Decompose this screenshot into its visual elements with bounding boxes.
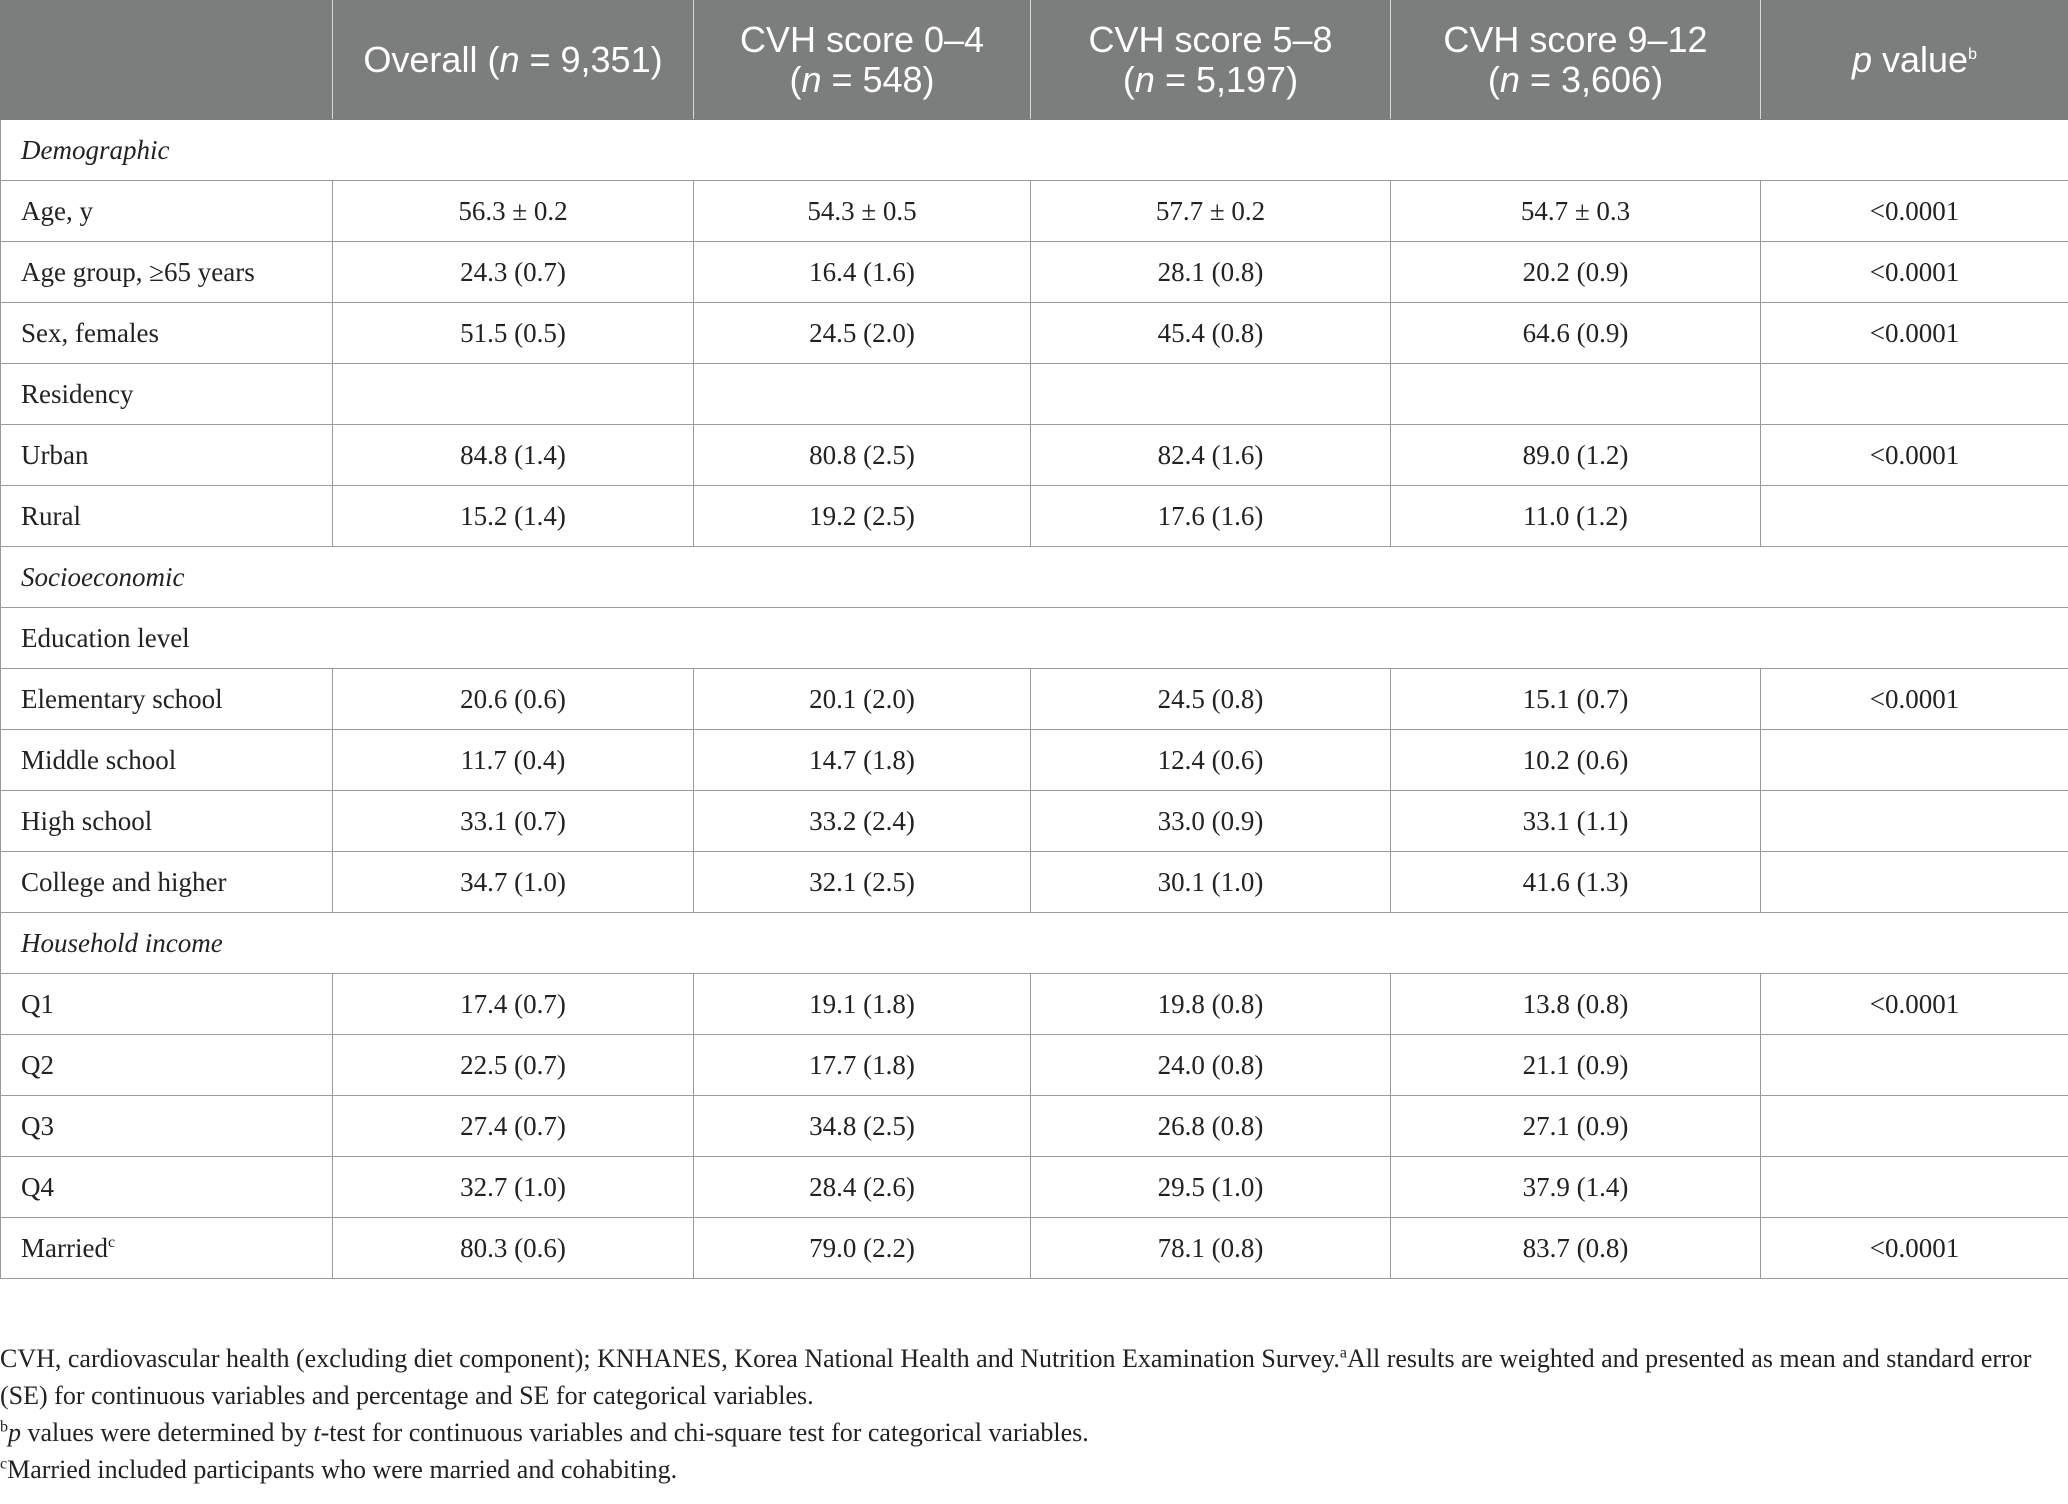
cell-overall: 27.4 (0.7) — [333, 1096, 694, 1157]
cell-cvh-5-8: 78.1 (0.8) — [1031, 1218, 1391, 1279]
header-overall: Overall (n = 9,351) — [333, 1, 694, 120]
footnote-a: CVH, cardiovascular health (excluding diet component); KNHANES, Korea National Health and Nutrition Examination Survey.$^a$All results are weighted and presented as mean and standard error (SE) for continuous variables and percentage and SE for categorical variables. — [0, 1344, 2032, 1410]
cell-cvh-0-4: 19.2 (2.5) — [694, 486, 1031, 547]
cell-cvh-0-4: 33.2 (2.4) — [694, 791, 1031, 852]
cell-cvh-5-8: 28.1 (0.8) — [1031, 242, 1391, 303]
table-row — [1, 974, 2068, 1035]
table-footnotes — [0, 1340, 2060, 1488]
footnote-c: $^c$Married included participants who were married and cohabiting. — [0, 1455, 678, 1484]
cell-cvh-0-4 — [694, 364, 1031, 425]
table-row — [1, 425, 2068, 486]
cell-p-value: <0.0001 — [1761, 242, 2068, 303]
cell-cvh-9-12 — [1391, 364, 1761, 425]
cell-overall — [333, 364, 694, 425]
cell-cvh-0-4: 28.4 (2.6) — [694, 1157, 1031, 1218]
cell-cvh-5-8: 24.0 (0.8) — [1031, 1035, 1391, 1096]
cell-cvh-5-8: 24.5 (0.8) — [1031, 669, 1391, 730]
row-label: Q4 — [1, 1157, 333, 1218]
cell-overall: 51.5 (0.5) — [333, 303, 694, 364]
table-row — [1, 1157, 2068, 1218]
row-label: Age, y — [1, 181, 333, 242]
header-cvh-0-4: CVH score 0–4 (n = 548) — [694, 1, 1031, 120]
subsection-row-education — [1, 608, 2068, 669]
cell-cvh-5-8: 45.4 (0.8) — [1031, 303, 1391, 364]
cell-p-value: <0.0001 — [1761, 181, 2068, 242]
section-label: Household income — [1, 913, 2068, 974]
header-variable — [1, 1, 333, 120]
table-row — [1, 486, 2068, 547]
table-row — [1, 1035, 2068, 1096]
cell-p-value — [1761, 1035, 2068, 1096]
table-row — [1, 791, 2068, 852]
cell-cvh-0-4: 34.8 (2.5) — [694, 1096, 1031, 1157]
cell-cvh-5-8 — [1031, 364, 1391, 425]
cell-cvh-5-8: 12.4 (0.6) — [1031, 730, 1391, 791]
cell-p-value: <0.0001 — [1761, 669, 2068, 730]
row-label: Residency — [1, 364, 333, 425]
cell-cvh-0-4: 16.4 (1.6) — [694, 242, 1031, 303]
cell-overall: 11.7 (0.4) — [333, 730, 694, 791]
cell-overall: 56.3 ± 0.2 — [333, 181, 694, 242]
cell-cvh-5-8: 19.8 (0.8) — [1031, 974, 1391, 1035]
footnote-b: $^b$p values were determined by t-test for continuous variables and chi-square test for categorical variables. — [0, 1418, 1089, 1447]
section-label: Demographic — [1, 120, 2068, 181]
cell-cvh-0-4: 20.1 (2.0) — [694, 669, 1031, 730]
cell-cvh-9-12: 20.2 (0.9) — [1391, 242, 1761, 303]
table-row — [1, 303, 2068, 364]
cell-cvh-0-4: 14.7 (1.8) — [694, 730, 1031, 791]
cell-cvh-9-12: 33.1 (1.1) — [1391, 791, 1761, 852]
cell-cvh-5-8: 17.6 (1.6) — [1031, 486, 1391, 547]
cell-overall: 17.4 (0.7) — [333, 974, 694, 1035]
cell-cvh-0-4: 54.3 ± 0.5 — [694, 181, 1031, 242]
cell-overall: 34.7 (1.0) — [333, 852, 694, 913]
cell-cvh-9-12: 83.7 (0.8) — [1391, 1218, 1761, 1279]
row-label: Education level — [1, 608, 2068, 669]
cell-p-value — [1761, 1157, 2068, 1218]
cell-cvh-5-8: 29.5 (1.0) — [1031, 1157, 1391, 1218]
cell-cvh-0-4: 17.7 (1.8) — [694, 1035, 1031, 1096]
table-row — [1, 1096, 2068, 1157]
cell-p-value — [1761, 486, 2068, 547]
table-row — [1, 181, 2068, 242]
row-label: High school — [1, 791, 333, 852]
row-label: Sex, females — [1, 303, 333, 364]
row-label: Q3 — [1, 1096, 333, 1157]
cell-overall: 20.6 (0.6) — [333, 669, 694, 730]
cell-overall: 32.7 (1.0) — [333, 1157, 694, 1218]
cell-overall: 24.3 (0.7) — [333, 242, 694, 303]
header-cvh-5-8: CVH score 5–8 (n = 5,197) — [1031, 1, 1391, 120]
cell-p-value — [1761, 852, 2068, 913]
cell-p-value: <0.0001 — [1761, 1218, 2068, 1279]
row-label: Married$^c$ — [1, 1218, 333, 1279]
table-row — [1, 669, 2068, 730]
cell-overall: 15.2 (1.4) — [333, 486, 694, 547]
row-label: Rural — [1, 486, 333, 547]
cell-cvh-9-12: 89.0 (1.2) — [1391, 425, 1761, 486]
cell-p-value — [1761, 730, 2068, 791]
table-row — [1, 364, 2068, 425]
cell-cvh-9-12: 41.6 (1.3) — [1391, 852, 1761, 913]
header-row — [1, 1, 2068, 120]
cell-cvh-5-8: 30.1 (1.0) — [1031, 852, 1391, 913]
row-label: Middle school — [1, 730, 333, 791]
section-row-household-income — [1, 913, 2068, 974]
cell-cvh-5-8: 33.0 (0.9) — [1031, 791, 1391, 852]
cell-overall: 33.1 (0.7) — [333, 791, 694, 852]
cell-cvh-9-12: 37.9 (1.4) — [1391, 1157, 1761, 1218]
header-p-value: p value$^b$ — [1761, 1, 2068, 120]
cell-cvh-9-12: 10.2 (0.6) — [1391, 730, 1761, 791]
cell-cvh-5-8: 57.7 ± 0.2 — [1031, 181, 1391, 242]
row-label: College and higher — [1, 852, 333, 913]
cell-p-value: <0.0001 — [1761, 974, 2068, 1035]
cell-cvh-9-12: 13.8 (0.8) — [1391, 974, 1761, 1035]
row-label: Q2 — [1, 1035, 333, 1096]
table-row — [1, 242, 2068, 303]
cell-overall: 84.8 (1.4) — [333, 425, 694, 486]
row-label: Elementary school — [1, 669, 333, 730]
cell-cvh-9-12: 27.1 (0.9) — [1391, 1096, 1761, 1157]
table-row — [1, 1218, 2068, 1279]
footnote-marker: c — [107, 1233, 116, 1251]
cell-p-value — [1761, 791, 2068, 852]
cell-cvh-0-4: 32.1 (2.5) — [694, 852, 1031, 913]
cell-cvh-5-8: 26.8 (0.8) — [1031, 1096, 1391, 1157]
row-label: Age group, ≥65 years — [1, 242, 333, 303]
cell-p-value — [1761, 1096, 2068, 1157]
row-label: Urban — [1, 425, 333, 486]
section-label: Socioeconomic — [1, 547, 2068, 608]
cell-cvh-0-4: 80.8 (2.5) — [694, 425, 1031, 486]
cell-cvh-9-12: 15.1 (0.7) — [1391, 669, 1761, 730]
cell-cvh-9-12: 64.6 (0.9) — [1391, 303, 1761, 364]
cell-overall: 22.5 (0.7) — [333, 1035, 694, 1096]
cell-p-value: <0.0001 — [1761, 425, 2068, 486]
section-row-socioeconomic — [1, 547, 2068, 608]
table-row — [1, 852, 2068, 913]
cell-cvh-9-12: 21.1 (0.9) — [1391, 1035, 1761, 1096]
cell-p-value — [1761, 364, 2068, 425]
cell-cvh-5-8: 82.4 (1.6) — [1031, 425, 1391, 486]
cell-cvh-0-4: 79.0 (2.2) — [694, 1218, 1031, 1279]
row-label: Q1 — [1, 974, 333, 1035]
cell-cvh-9-12: 11.0 (1.2) — [1391, 486, 1761, 547]
cell-cvh-0-4: 19.1 (1.8) — [694, 974, 1031, 1035]
header-cvh-9-12: CVH score 9–12 (n = 3,606) — [1391, 1, 1761, 120]
table-row — [1, 730, 2068, 791]
cell-p-value: <0.0001 — [1761, 303, 2068, 364]
section-row-demographic — [1, 120, 2068, 181]
cell-overall: 80.3 (0.6) — [333, 1218, 694, 1279]
cell-cvh-0-4: 24.5 (2.0) — [694, 303, 1031, 364]
cell-cvh-9-12: 54.7 ± 0.3 — [1391, 181, 1761, 242]
